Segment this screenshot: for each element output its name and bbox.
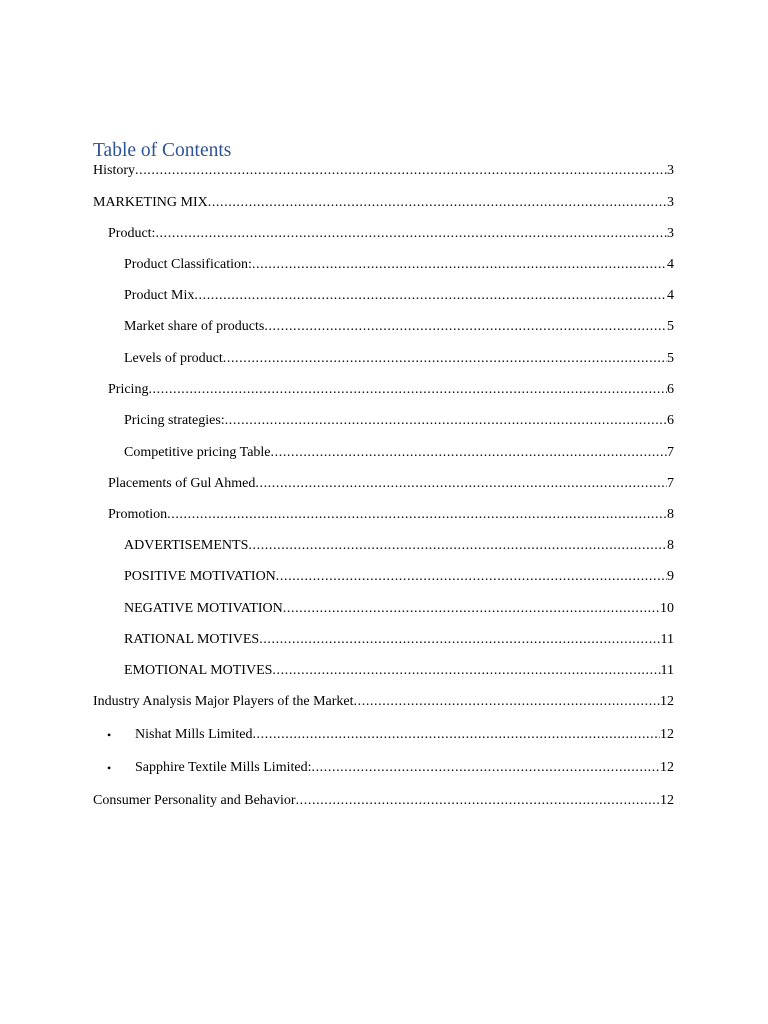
toc-entry-placements[interactable] (108, 475, 674, 493)
toc-entry-product-classification[interactable] (124, 256, 674, 274)
toc-entry-label: Consumer Personality and Behavior (93, 793, 296, 808)
bullet-icon: • (107, 761, 112, 775)
toc-leader-dots (167, 506, 667, 524)
toc-title: Table of Contents (93, 140, 232, 161)
toc-leader-dots (255, 475, 667, 493)
toc-entry-label: Product: (108, 226, 156, 241)
toc-entry-label: Nishat Mills Limited (135, 727, 253, 742)
toc-leader-dots (283, 600, 660, 618)
toc-entry-industry-analysis[interactable] (93, 693, 674, 711)
toc-entry-label: POSITIVE MOTIVATION (124, 569, 276, 584)
toc-leader-dots (272, 662, 660, 680)
toc-entry-marketing-mix[interactable] (93, 194, 674, 212)
toc-entry-label: Product Mix (124, 288, 195, 303)
toc-entry-sapphire-textile[interactable] (107, 759, 674, 777)
toc-entry-negative-motivation[interactable] (124, 600, 674, 618)
toc-leader-dots (271, 444, 667, 462)
toc-leader-dots (252, 256, 667, 274)
toc-page-number: 8 (667, 507, 674, 522)
toc-entry-label: Product Classification: (124, 257, 252, 272)
toc-entry-label: ADVERTISEMENTS (124, 538, 249, 553)
toc-page-number: 6 (667, 382, 674, 397)
toc-leader-dots (155, 225, 667, 243)
toc-page-number: 3 (667, 195, 674, 210)
toc-entry-promotion[interactable] (108, 506, 674, 524)
toc-leader-dots (223, 350, 667, 368)
toc-entry-pricing-strategies[interactable] (124, 412, 674, 430)
toc-entry-history[interactable] (93, 162, 674, 180)
toc-entry-pricing[interactable] (108, 381, 674, 399)
toc-entry-rational-motives[interactable] (124, 631, 674, 649)
toc-entry-label: History (93, 163, 135, 178)
toc-page-number: 3 (667, 226, 674, 241)
toc-entry-label: Pricing (108, 382, 149, 397)
toc-entry-label: Sapphire Textile Mills Limited: (135, 760, 312, 775)
toc-page-number: 5 (667, 319, 674, 334)
toc-page-number: 8 (667, 538, 674, 553)
toc-entry-competitive-pricing-table[interactable] (124, 444, 674, 462)
toc-page-number: 4 (667, 257, 674, 272)
toc-entry-label: Market share of products (124, 319, 265, 334)
toc-leader-dots (194, 287, 667, 305)
toc-entry-advertisements[interactable] (124, 537, 674, 555)
toc-page-number: 12 (660, 760, 674, 775)
toc-leader-dots (296, 792, 660, 810)
toc-leader-dots (264, 318, 667, 336)
toc-entry-label: Promotion (108, 507, 168, 522)
toc-entry-emotional-motives[interactable] (124, 662, 674, 680)
toc-entry-label: Pricing strategies: (124, 413, 225, 428)
toc-entry-levels-of-product[interactable] (124, 350, 674, 368)
toc-page-number: 12 (660, 727, 674, 742)
toc-leader-dots (252, 726, 660, 744)
toc-leader-dots (225, 412, 667, 430)
toc-entry-label: Placements of Gul Ahmed (108, 476, 256, 491)
toc-entry-product[interactable] (108, 225, 674, 243)
toc-leader-dots (148, 381, 667, 399)
toc-page-number: 6 (667, 413, 674, 428)
toc-entry-label: Levels of product (124, 351, 223, 366)
toc-page-number: 11 (660, 632, 674, 647)
toc-leader-dots (208, 194, 667, 212)
toc-leader-dots (135, 162, 667, 180)
toc-page-number: 10 (660, 601, 674, 616)
toc-page-number: 5 (667, 351, 674, 366)
toc-page-number: 7 (667, 445, 674, 460)
toc-page-number: 12 (660, 793, 674, 808)
toc-page-number: 11 (660, 663, 674, 678)
toc-page-number: 4 (667, 288, 674, 303)
toc-leader-dots (259, 631, 660, 649)
toc-entry-market-share[interactable] (124, 318, 674, 336)
toc-entry-label: EMOTIONAL MOTIVES (124, 663, 273, 678)
toc-page-number: 3 (667, 163, 674, 178)
toc-leader-dots (311, 759, 660, 777)
toc-entry-consumer-personality[interactable] (93, 792, 674, 810)
toc-page-number: 12 (660, 694, 674, 709)
bullet-icon: • (107, 728, 112, 742)
toc-entry-label: RATIONAL MOTIVES (124, 632, 260, 647)
toc-leader-dots (354, 693, 660, 711)
toc-entry-nishat-mills[interactable] (107, 726, 674, 744)
toc-entry-product-mix[interactable] (124, 287, 674, 305)
toc-leader-dots (276, 568, 667, 586)
toc-leader-dots (248, 537, 667, 555)
toc-entry-label: Competitive pricing Table (124, 445, 271, 460)
toc-entry-label: Industry Analysis Major Players of the Market (93, 694, 354, 709)
toc-entry-positive-motivation[interactable] (124, 568, 674, 586)
toc-entry-label: NEGATIVE MOTIVATION (124, 601, 283, 616)
toc-entry-label: MARKETING MIX (93, 195, 208, 210)
toc-page-number: 7 (667, 476, 674, 491)
toc-page-number: 9 (667, 569, 674, 584)
